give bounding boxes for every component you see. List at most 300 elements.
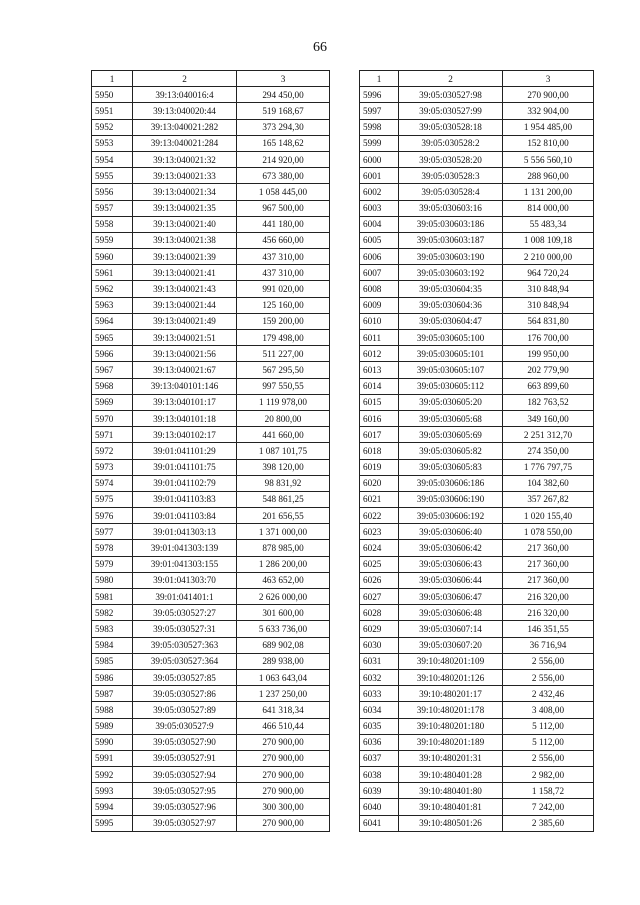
row-number: 6022 xyxy=(360,508,399,524)
cadastral-value: 1 237 250,00 xyxy=(237,686,330,702)
table-row xyxy=(92,313,330,329)
row-number: 6028 xyxy=(360,605,399,621)
cadastral-number: 39:05:030606:44 xyxy=(399,572,503,588)
table-row xyxy=(92,556,330,572)
cadastral-number: 39:05:030527:27 xyxy=(133,605,237,621)
cadastral-value: 964 720,24 xyxy=(503,265,594,281)
row-number: 5957 xyxy=(92,200,133,216)
cadastral-value: 270 900,00 xyxy=(503,87,594,103)
row-number: 5976 xyxy=(92,508,133,524)
row-number: 6024 xyxy=(360,540,399,556)
table-row xyxy=(360,265,594,281)
cadastral-value: 288 960,00 xyxy=(503,168,594,184)
row-number: 5965 xyxy=(92,330,133,346)
cadastral-value: 214 920,00 xyxy=(237,151,330,167)
table-row xyxy=(360,362,594,378)
row-number: 6014 xyxy=(360,378,399,394)
table-row xyxy=(92,410,330,426)
table-row xyxy=(360,232,594,248)
row-number: 5963 xyxy=(92,297,133,313)
cadastral-number: 39:01:041102:79 xyxy=(133,475,237,491)
table-row xyxy=(92,362,330,378)
table-row xyxy=(92,734,330,750)
table-row xyxy=(92,783,330,799)
cadastral-number: 39:10:480201:17 xyxy=(399,686,503,702)
table-row xyxy=(92,168,330,184)
column-header: 3 xyxy=(503,71,594,87)
table-row xyxy=(360,459,594,475)
cadastral-number: 39:13:040101:17 xyxy=(133,394,237,410)
cadastral-value: 216 320,00 xyxy=(503,589,594,605)
cadastral-value: 2 982,00 xyxy=(503,767,594,783)
cadastral-value: 5 556 560,10 xyxy=(503,151,594,167)
row-number: 6041 xyxy=(360,815,399,831)
table-row xyxy=(92,184,330,200)
cadastral-value: 36 716,94 xyxy=(503,637,594,653)
cadastral-number: 39:05:030604:35 xyxy=(399,281,503,297)
table-row xyxy=(92,605,330,621)
row-number: 5962 xyxy=(92,281,133,297)
row-number: 6030 xyxy=(360,637,399,653)
cadastral-value: 1 058 445,00 xyxy=(237,184,330,200)
cadastral-number: 39:13:040021:41 xyxy=(133,265,237,281)
cadastral-number: 39:05:030527:31 xyxy=(133,621,237,637)
table-row xyxy=(92,151,330,167)
row-number: 5980 xyxy=(92,572,133,588)
cadastral-value: 201 656,55 xyxy=(237,508,330,524)
table-row xyxy=(92,637,330,653)
cadastral-number: 39:05:030528:20 xyxy=(399,151,503,167)
table-row xyxy=(360,281,594,297)
cadastral-number: 39:13:040021:282 xyxy=(133,119,237,135)
cadastral-number: 39:05:030605:82 xyxy=(399,443,503,459)
row-number: 6039 xyxy=(360,783,399,799)
row-number: 5958 xyxy=(92,216,133,232)
cadastral-number: 39:05:030603:192 xyxy=(399,265,503,281)
cadastral-value: 2 432,46 xyxy=(503,686,594,702)
cadastral-number: 39:13:040021:56 xyxy=(133,346,237,362)
row-number: 6034 xyxy=(360,702,399,718)
cadastral-number: 39:05:030527:94 xyxy=(133,767,237,783)
cadastral-number: 39:10:480201:109 xyxy=(399,653,503,669)
table-row xyxy=(92,621,330,637)
table-row xyxy=(92,249,330,265)
table-row xyxy=(360,686,594,702)
row-number: 6021 xyxy=(360,491,399,507)
registry-table-right xyxy=(359,70,594,832)
cadastral-value: 814 000,00 xyxy=(503,200,594,216)
table-row xyxy=(360,151,594,167)
row-number: 5967 xyxy=(92,362,133,378)
table-row xyxy=(92,491,330,507)
table-row xyxy=(360,799,594,815)
table-row xyxy=(92,686,330,702)
cadastral-value: 274 350,00 xyxy=(503,443,594,459)
cadastral-value: 689 902,08 xyxy=(237,637,330,653)
cadastral-value: 98 831,92 xyxy=(237,475,330,491)
table-row xyxy=(92,378,330,394)
cadastral-number: 39:01:041303:70 xyxy=(133,572,237,588)
cadastral-value: 217 360,00 xyxy=(503,540,594,556)
cadastral-number: 39:05:030527:91 xyxy=(133,750,237,766)
table-row xyxy=(360,621,594,637)
cadastral-number: 39:05:030607:20 xyxy=(399,637,503,653)
cadastral-number: 39:05:030605:101 xyxy=(399,346,503,362)
cadastral-number: 39:05:030528:4 xyxy=(399,184,503,200)
row-number: 5995 xyxy=(92,815,133,831)
cadastral-number: 39:05:030527:86 xyxy=(133,686,237,702)
cadastral-number: 39:13:040101:18 xyxy=(133,410,237,426)
row-number: 6025 xyxy=(360,556,399,572)
row-number: 6005 xyxy=(360,232,399,248)
table-row xyxy=(360,394,594,410)
table-row xyxy=(92,216,330,232)
table-row xyxy=(360,669,594,685)
cadastral-number: 39:05:030606:43 xyxy=(399,556,503,572)
row-number: 5988 xyxy=(92,702,133,718)
cadastral-number: 39:13:040021:67 xyxy=(133,362,237,378)
cadastral-number: 39:05:030527:89 xyxy=(133,702,237,718)
cadastral-value: 104 382,60 xyxy=(503,475,594,491)
row-number: 5955 xyxy=(92,168,133,184)
table-row xyxy=(360,605,594,621)
cadastral-value: 159 200,00 xyxy=(237,313,330,329)
table-row xyxy=(360,524,594,540)
table-row xyxy=(360,427,594,443)
cadastral-number: 39:05:030527:98 xyxy=(399,87,503,103)
cadastral-value: 5 112,00 xyxy=(503,718,594,734)
cadastral-value: 270 900,00 xyxy=(237,815,330,831)
cadastral-number: 39:13:040021:44 xyxy=(133,297,237,313)
cadastral-number: 39:05:030527:363 xyxy=(133,637,237,653)
cadastral-value: 152 810,00 xyxy=(503,135,594,151)
cadastral-value: 20 800,00 xyxy=(237,410,330,426)
cadastral-number: 39:01:041103:84 xyxy=(133,508,237,524)
table-row xyxy=(360,168,594,184)
cadastral-number: 39:13:040021:43 xyxy=(133,281,237,297)
cadastral-number: 39:05:030606:48 xyxy=(399,605,503,621)
row-number: 6031 xyxy=(360,653,399,669)
table-row xyxy=(360,637,594,653)
cadastral-value: 967 500,00 xyxy=(237,200,330,216)
row-number: 6010 xyxy=(360,313,399,329)
cadastral-number: 39:05:030604:47 xyxy=(399,313,503,329)
cadastral-value: 125 160,00 xyxy=(237,297,330,313)
table-row xyxy=(92,524,330,540)
cadastral-number: 39:01:041101:75 xyxy=(133,459,237,475)
row-number: 5991 xyxy=(92,750,133,766)
row-number: 6003 xyxy=(360,200,399,216)
cadastral-number: 39:05:030605:20 xyxy=(399,394,503,410)
table-row xyxy=(92,475,330,491)
table-row xyxy=(360,750,594,766)
cadastral-value: 997 550,55 xyxy=(237,378,330,394)
cadastral-number: 39:05:030527:95 xyxy=(133,783,237,799)
table-row xyxy=(360,330,594,346)
row-number: 6013 xyxy=(360,362,399,378)
cadastral-number: 39:05:030527:85 xyxy=(133,669,237,685)
cadastral-value: 199 950,00 xyxy=(503,346,594,362)
table-row xyxy=(92,443,330,459)
cadastral-value: 270 900,00 xyxy=(237,767,330,783)
cadastral-number: 39:13:040021:284 xyxy=(133,135,237,151)
cadastral-value: 1 008 109,18 xyxy=(503,232,594,248)
row-number: 5970 xyxy=(92,410,133,426)
cadastral-number: 39:05:030528:2 xyxy=(399,135,503,151)
row-number: 5993 xyxy=(92,783,133,799)
table-row xyxy=(92,572,330,588)
table-row xyxy=(92,297,330,313)
registry-table-left xyxy=(91,70,330,832)
cadastral-value: 373 294,30 xyxy=(237,119,330,135)
table-row xyxy=(92,103,330,119)
row-number: 6032 xyxy=(360,669,399,685)
row-number: 6023 xyxy=(360,524,399,540)
cadastral-value: 548 861,25 xyxy=(237,491,330,507)
cadastral-value: 2 556,00 xyxy=(503,669,594,685)
cadastral-value: 673 380,00 xyxy=(237,168,330,184)
column-header: 1 xyxy=(92,71,133,87)
cadastral-value: 437 310,00 xyxy=(237,265,330,281)
row-number: 5953 xyxy=(92,135,133,151)
cadastral-value: 456 660,00 xyxy=(237,232,330,248)
cadastral-number: 39:01:041303:155 xyxy=(133,556,237,572)
table-row xyxy=(92,427,330,443)
cadastral-number: 39:05:030527:97 xyxy=(133,815,237,831)
cadastral-number: 39:01:041103:83 xyxy=(133,491,237,507)
row-number: 5986 xyxy=(92,669,133,685)
table-row xyxy=(92,702,330,718)
row-number: 5989 xyxy=(92,718,133,734)
row-number: 6006 xyxy=(360,249,399,265)
table-row xyxy=(92,459,330,475)
cadastral-number: 39:05:030605:100 xyxy=(399,330,503,346)
cadastral-number: 39:10:480401:28 xyxy=(399,767,503,783)
table-row xyxy=(360,815,594,831)
table-row xyxy=(360,702,594,718)
table-row xyxy=(92,718,330,734)
table-row xyxy=(360,508,594,524)
cadastral-value: 2 556,00 xyxy=(503,750,594,766)
row-number: 6040 xyxy=(360,799,399,815)
row-number: 6017 xyxy=(360,427,399,443)
table-row xyxy=(360,653,594,669)
table-row xyxy=(92,200,330,216)
table-row xyxy=(92,799,330,815)
cadastral-number: 39:05:030605:83 xyxy=(399,459,503,475)
row-number: 5984 xyxy=(92,637,133,653)
cadastral-number: 39:05:030605:112 xyxy=(399,378,503,394)
cadastral-value: 519 168,67 xyxy=(237,103,330,119)
row-number: 6000 xyxy=(360,151,399,167)
row-number: 5994 xyxy=(92,799,133,815)
table-row xyxy=(360,200,594,216)
row-number: 5954 xyxy=(92,151,133,167)
cadastral-number: 39:13:040021:49 xyxy=(133,313,237,329)
cadastral-value: 441 180,00 xyxy=(237,216,330,232)
table-row xyxy=(360,184,594,200)
row-number: 5985 xyxy=(92,653,133,669)
column-header: 3 xyxy=(237,71,330,87)
cadastral-number: 39:05:030606:192 xyxy=(399,508,503,524)
cadastral-number: 39:05:030603:16 xyxy=(399,200,503,216)
cadastral-value: 176 700,00 xyxy=(503,330,594,346)
cadastral-number: 39:13:040021:38 xyxy=(133,232,237,248)
row-number: 5999 xyxy=(360,135,399,151)
row-number: 5975 xyxy=(92,491,133,507)
cadastral-value: 1 286 200,00 xyxy=(237,556,330,572)
cadastral-value: 55 483,34 xyxy=(503,216,594,232)
row-number: 5979 xyxy=(92,556,133,572)
row-number: 6008 xyxy=(360,281,399,297)
cadastral-number: 39:05:030527:96 xyxy=(133,799,237,815)
cadastral-number: 39:05:030606:40 xyxy=(399,524,503,540)
cadastral-number: 39:10:480401:81 xyxy=(399,799,503,815)
row-number: 6019 xyxy=(360,459,399,475)
cadastral-number: 39:01:041401:1 xyxy=(133,589,237,605)
cadastral-number: 39:10:480201:180 xyxy=(399,718,503,734)
row-number: 6009 xyxy=(360,297,399,313)
cadastral-value: 1 078 550,00 xyxy=(503,524,594,540)
row-number: 5968 xyxy=(92,378,133,394)
cadastral-value: 217 360,00 xyxy=(503,572,594,588)
cadastral-value: 332 904,00 xyxy=(503,103,594,119)
table-row xyxy=(92,135,330,151)
cadastral-number: 39:13:040021:40 xyxy=(133,216,237,232)
table-row xyxy=(92,653,330,669)
row-number: 5973 xyxy=(92,459,133,475)
cadastral-value: 216 320,00 xyxy=(503,605,594,621)
cadastral-number: 39:05:030606:47 xyxy=(399,589,503,605)
row-number: 6001 xyxy=(360,168,399,184)
cadastral-number: 39:05:030604:36 xyxy=(399,297,503,313)
cadastral-number: 39:13:040021:35 xyxy=(133,200,237,216)
cadastral-value: 466 510,44 xyxy=(237,718,330,734)
row-number: 5960 xyxy=(92,249,133,265)
cadastral-number: 39:13:040016:4 xyxy=(133,87,237,103)
cadastral-number: 39:13:040102:17 xyxy=(133,427,237,443)
cadastral-value: 349 160,00 xyxy=(503,410,594,426)
cadastral-value: 270 900,00 xyxy=(237,734,330,750)
cadastral-number: 39:13:040021:51 xyxy=(133,330,237,346)
cadastral-value: 2 251 312,70 xyxy=(503,427,594,443)
cadastral-value: 641 318,34 xyxy=(237,702,330,718)
cadastral-number: 39:05:030528:3 xyxy=(399,168,503,184)
cadastral-number: 39:05:030527:99 xyxy=(399,103,503,119)
cadastral-value: 301 600,00 xyxy=(237,605,330,621)
row-number: 5977 xyxy=(92,524,133,540)
row-number: 6002 xyxy=(360,184,399,200)
cadastral-value: 1 087 101,75 xyxy=(237,443,330,459)
cadastral-value: 202 779,90 xyxy=(503,362,594,378)
cadastral-value: 1 119 978,00 xyxy=(237,394,330,410)
cadastral-value: 2 210 000,00 xyxy=(503,249,594,265)
cadastral-number: 39:10:480201:126 xyxy=(399,669,503,685)
table-header-row xyxy=(92,71,330,87)
column-header: 1 xyxy=(360,71,399,87)
table-row xyxy=(92,394,330,410)
table-row xyxy=(92,767,330,783)
row-number: 6037 xyxy=(360,750,399,766)
table-row xyxy=(92,508,330,524)
row-number: 5966 xyxy=(92,346,133,362)
cadastral-value: 564 831,80 xyxy=(503,313,594,329)
cadastral-number: 39:13:040020:44 xyxy=(133,103,237,119)
cadastral-number: 39:10:480201:31 xyxy=(399,750,503,766)
table-row xyxy=(92,589,330,605)
row-number: 6036 xyxy=(360,734,399,750)
table-row xyxy=(92,540,330,556)
table-row xyxy=(360,313,594,329)
table-header-row xyxy=(360,71,594,87)
table-row xyxy=(360,589,594,605)
table-row xyxy=(360,346,594,362)
row-number: 5959 xyxy=(92,232,133,248)
cadastral-value: 289 938,00 xyxy=(237,653,330,669)
row-number: 5951 xyxy=(92,103,133,119)
row-number: 6015 xyxy=(360,394,399,410)
cadastral-number: 39:05:030528:18 xyxy=(399,119,503,135)
column-header: 2 xyxy=(399,71,503,87)
table-row xyxy=(360,783,594,799)
row-number: 5987 xyxy=(92,686,133,702)
table-row xyxy=(360,491,594,507)
cadastral-value: 1 020 155,40 xyxy=(503,508,594,524)
table-row xyxy=(92,232,330,248)
table-row xyxy=(360,540,594,556)
row-number: 5983 xyxy=(92,621,133,637)
cadastral-value: 5 633 736,00 xyxy=(237,621,330,637)
row-number: 5998 xyxy=(360,119,399,135)
row-number: 6033 xyxy=(360,686,399,702)
cadastral-number: 39:10:480201:178 xyxy=(399,702,503,718)
table-row xyxy=(360,556,594,572)
cadastral-number: 39:05:030527:9 xyxy=(133,718,237,734)
row-number: 6018 xyxy=(360,443,399,459)
cadastral-value: 1 131 200,00 xyxy=(503,184,594,200)
cadastral-value: 567 295,50 xyxy=(237,362,330,378)
table-row xyxy=(360,216,594,232)
cadastral-number: 39:13:040021:33 xyxy=(133,168,237,184)
cadastral-number: 39:05:030527:90 xyxy=(133,734,237,750)
table-row xyxy=(360,119,594,135)
row-number: 6016 xyxy=(360,410,399,426)
column-header: 2 xyxy=(133,71,237,87)
row-number: 6035 xyxy=(360,718,399,734)
table-row xyxy=(92,281,330,297)
cadastral-number: 39:05:030603:187 xyxy=(399,232,503,248)
cadastral-value: 357 267,82 xyxy=(503,491,594,507)
row-number: 5964 xyxy=(92,313,133,329)
table-row xyxy=(360,410,594,426)
table-row xyxy=(360,135,594,151)
cadastral-value: 1 063 643,04 xyxy=(237,669,330,685)
row-number: 5961 xyxy=(92,265,133,281)
row-number: 5981 xyxy=(92,589,133,605)
table-row xyxy=(92,330,330,346)
cadastral-number: 39:01:041101:29 xyxy=(133,443,237,459)
cadastral-number: 39:13:040021:34 xyxy=(133,184,237,200)
cadastral-value: 310 848,94 xyxy=(503,297,594,313)
cadastral-number: 39:10:480501:26 xyxy=(399,815,503,831)
cadastral-value: 300 300,00 xyxy=(237,799,330,815)
cadastral-value: 2 626 000,00 xyxy=(237,589,330,605)
table-row xyxy=(360,443,594,459)
cadastral-value: 5 112,00 xyxy=(503,734,594,750)
page-number: 66 xyxy=(313,40,327,55)
row-number: 5956 xyxy=(92,184,133,200)
row-number: 6026 xyxy=(360,572,399,588)
